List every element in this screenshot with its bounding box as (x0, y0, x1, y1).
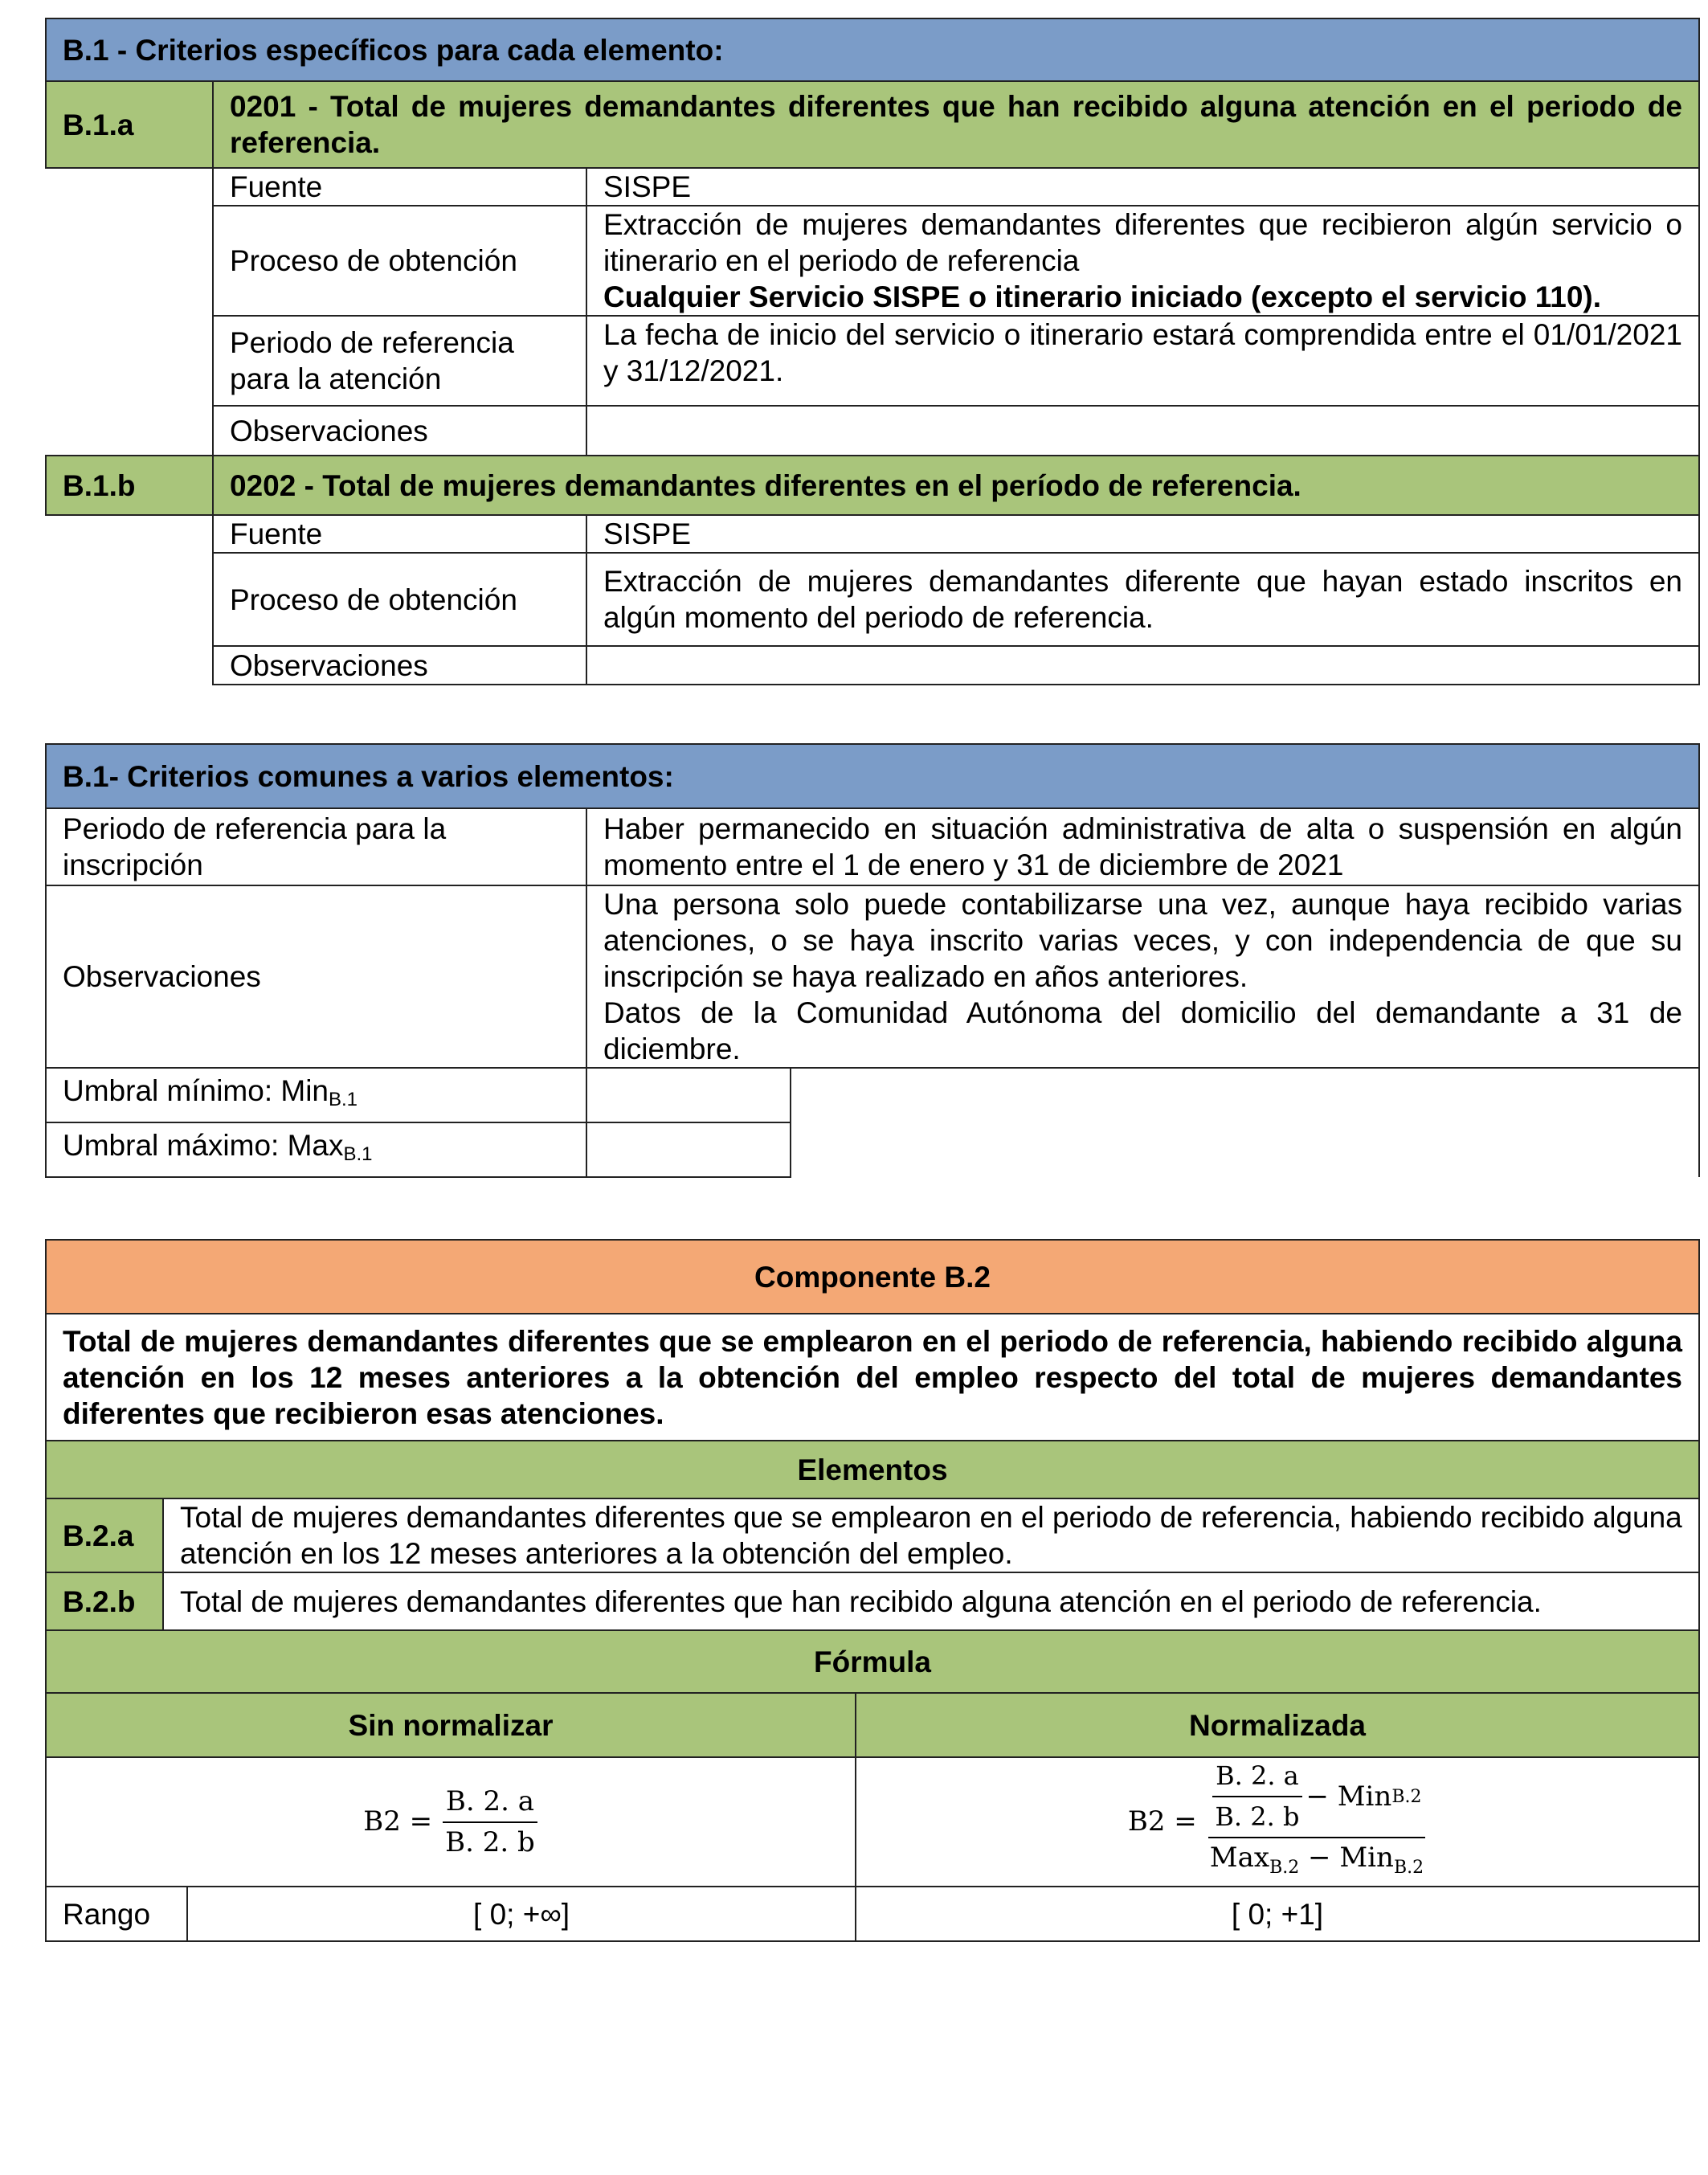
b1a-proceso-cell (586, 206, 1699, 316)
b2a-code: B.2.a (46, 1498, 163, 1572)
b1-specific-criteria-table (45, 18, 1700, 685)
common-obs-value-2: Datos de la Comunidad Autónoma del domicilio del demandante a 31 de diciembre. (603, 996, 1682, 1065)
b1b-proceso-label: Proceso de obtención (213, 553, 586, 646)
umbral-min-label: Umbral mínimo: Min$_{B.1}$ (46, 1068, 586, 1122)
common-obs-value-1: Una persona solo puede contabilizarse una vez, aunque haya recibido varias atenciones, o se haya inscrito varias veces, y con independencia de que su inscripción se haya realizado en años anteriores. (603, 888, 1682, 993)
b1b-title: 0202 - Total de mujeres demandantes diferentes en el período de referencia. (213, 456, 1699, 515)
b2-rango-label: Rango (46, 1887, 187, 1941)
b2-normalizada-header: Normalizada (856, 1693, 1699, 1757)
b2b-code: B.2.b (46, 1572, 163, 1630)
b2-sin-normalizar-header: Sin normalizar (46, 1693, 856, 1757)
b1a-obs-label: Observaciones (213, 406, 586, 456)
common-periodo-label: Periodo de referencia para la inscripción (46, 808, 586, 885)
b1a-proceso-value: Extracción de mujeres demandantes diferentes que recibieron algún servicio o itinerario en el periodo de referencia (603, 208, 1682, 277)
b1a-periodo-label: Periodo de referencia para la atención (213, 316, 586, 406)
b2-title: Componente B.2 (46, 1240, 1699, 1314)
b2-description: Total de mujeres demandantes diferentes que se emplearon en el periodo de referencia, habiendo recibido alguna atención en los 12 meses anteriores a la obtención del empleo respecto del total de mujeres demandantes diferentes que recibieron esas atenciones. (46, 1314, 1699, 1441)
b2-elementos-header: Elementos (46, 1441, 1699, 1498)
b1b-fuente-value: SISPE (586, 515, 1699, 553)
b1a-proceso-bold: Cualquier Servicio SISPE o itinerario iniciado (excepto el servicio 110). (603, 280, 1602, 313)
b1a-title: 0201 - Total de mujeres demandantes diferentes que han recibido alguna atención en el periodo de referencia. (213, 81, 1699, 168)
b1-title: B.1 - Criterios específicos para cada elemento: (46, 18, 1699, 81)
b1a-fuente-label: Fuente (213, 168, 586, 206)
b1b-code: B.1.b (46, 456, 213, 515)
common-title: B.1- Criterios comunes a varios elementos: (46, 744, 1699, 808)
umbral-max-value (586, 1122, 791, 1177)
b2-rango-sin-normalizar: [ 0; +∞] (187, 1887, 856, 1941)
b1a-periodo-value: La fecha de inicio del servicio o itinerario estará comprendida entre el 01/01/2021 y 31/12/2021. (586, 316, 1699, 406)
formula-fraction: $\frac{B. 2. a}{B. 2. b}$ (442, 1784, 538, 1861)
b1b-fuente-label: Fuente (213, 515, 586, 553)
b1a-code: B.1.a (46, 81, 213, 168)
formula-normalized-fraction: $\frac{B. 2. a}{B. 2. b}$ − Min B.2 Max$_{B.2}$ − Min$_{B.2}$ (1207, 1758, 1427, 1886)
b2-formula-header: Fórmula (46, 1630, 1699, 1693)
b1a-obs-value (586, 406, 1699, 456)
common-obs-label: Observaciones (46, 885, 586, 1068)
b2-formula-sin-normalizar: B2 = $\frac{B. 2. a}{B. 2. b}$ (46, 1757, 856, 1887)
common-obs-cell (586, 885, 1699, 1068)
b1a-proceso-label: Proceso de obtención (213, 206, 586, 316)
b2-formula-normalizada: B2 = $\frac{B. 2. a}{B. 2. b}$ − Min B.2 Max$_{B.2}$ − Min$_{B.2}$ (856, 1757, 1699, 1887)
b2-component-table (45, 1239, 1700, 1942)
b2b-text: Total de mujeres demandantes diferentes que han recibido alguna atención en el periodo de referencia. (163, 1572, 1699, 1630)
b1-common-criteria-table (45, 743, 1700, 1178)
umbral-max-label: Umbral máximo: Max$_{B.1}$ (46, 1122, 586, 1177)
common-periodo-value: Haber permanecido en situación administrativa de alta o suspensión en algún momento entre el 1 de enero y 31 de diciembre de 2021 (586, 808, 1699, 885)
b1b-proceso-value: Extracción de mujeres demandantes diferente que hayan estado inscritos en algún momento del periodo de referencia. (586, 553, 1699, 646)
umbral-min-value (586, 1068, 791, 1122)
b2-rango-normalizada: [ 0; +1] (856, 1887, 1699, 1941)
b1a-fuente-value: SISPE (586, 168, 1699, 206)
b1b-obs-value (586, 646, 1699, 685)
b1b-obs-label: Observaciones (213, 646, 586, 685)
b2a-text: Total de mujeres demandantes diferentes que se emplearon en el periodo de referencia, habiendo recibido alguna atención en los 12 meses anteriores a la obtención del empleo. (163, 1498, 1699, 1572)
